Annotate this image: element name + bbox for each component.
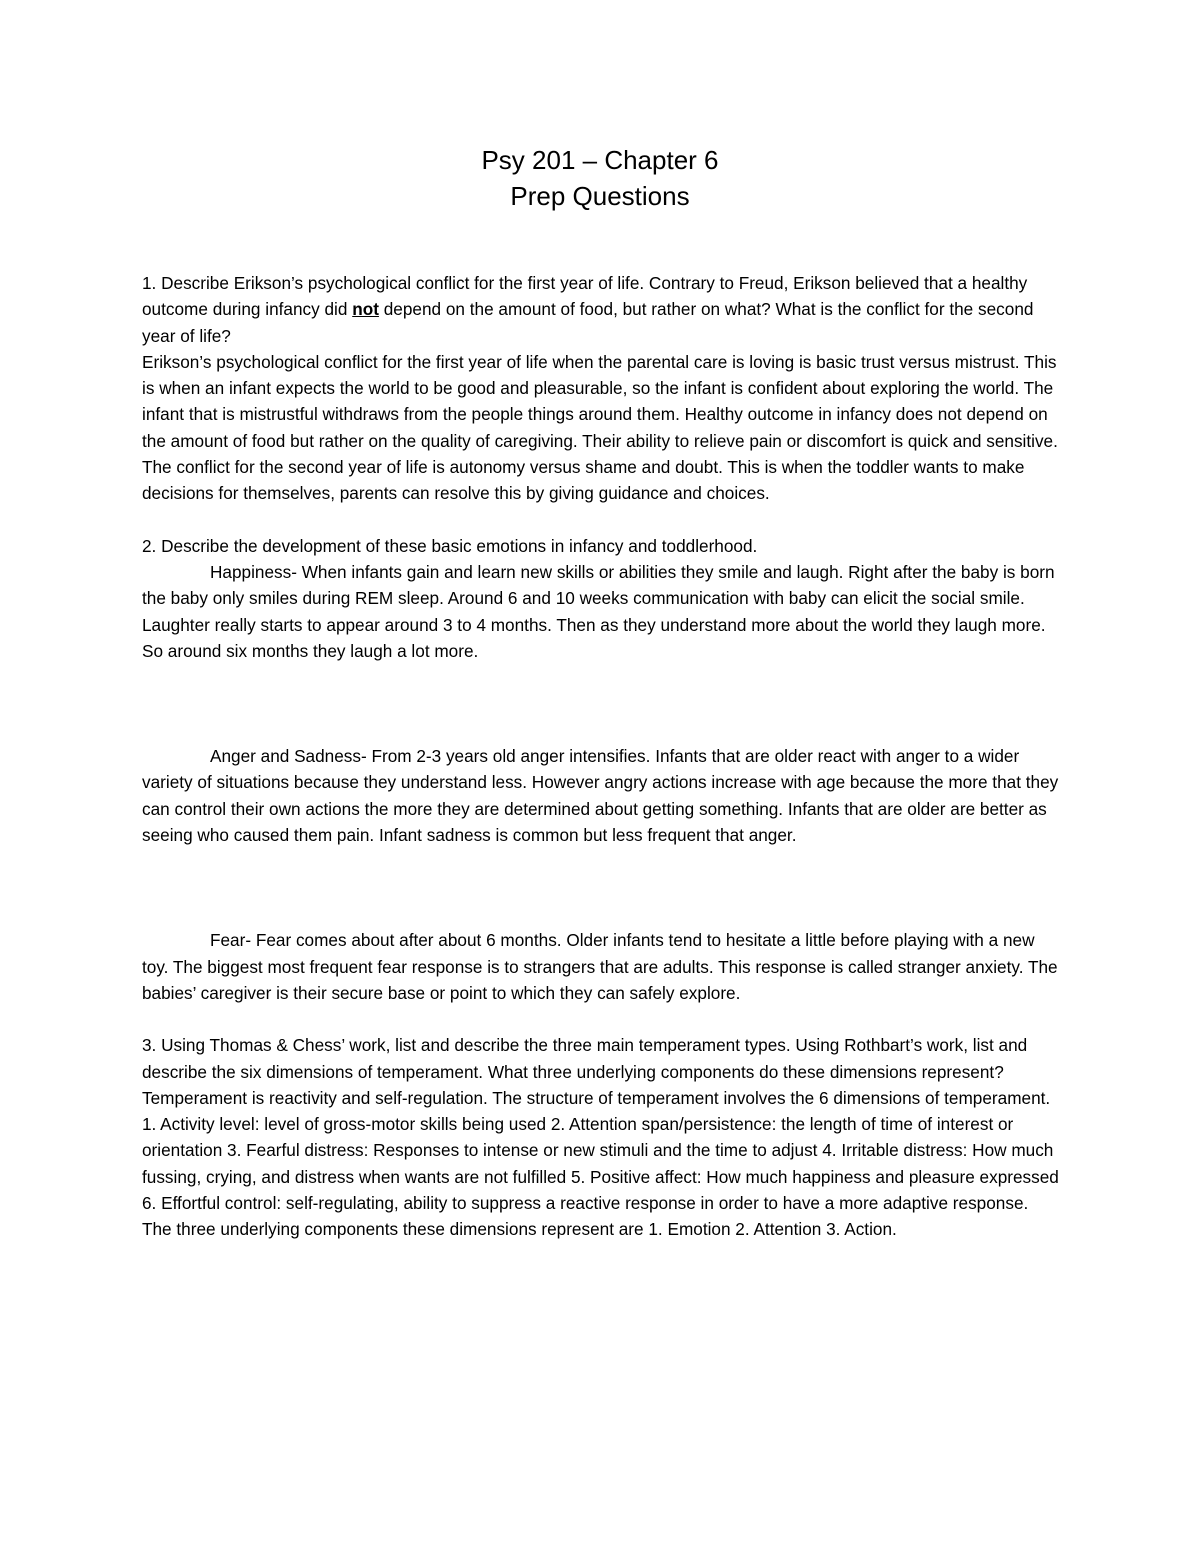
question-1 [142,270,1062,349]
spacer [142,1006,1062,1032]
question-1-emphasis: not [352,299,379,320]
answer-2-happiness: Happiness- When infants gain and learn new skills or abilities they smile and laugh. Right after the baby is born the baby only smiles during REM sleep. Around 6 and 10 weeks communication with baby can elicit the social smile. Laughter really starts to appear around 3 to 4 months. Then as they understand more about the world they laugh more. So around six months they laugh a lot more. [142,561,1055,661]
answer-2-anger-sadness: Anger and Sadness- From 2-3 years old anger intensifies. Infants that are older react with anger to a wider variety of situations because they understand less. However angry actions increase with age because the more that they can control their own actions the more they are determined about getting something. Infants that are older are better as seeing who caused them pain. Infant sadness is common but less frequent that anger. [142,746,1059,846]
spacer [142,664,1062,743]
document-subtitle: Prep Questions [510,181,690,211]
question-1-text-a: 1. Describe Erikson’s psychological conflict for the first year of life. Contrary to Freud, Erikson believed that a healthy outcome during infancy did [142,273,1028,320]
answer-1: Erikson’s psychological conflict for the first year of life when the parental care is loving is basic trust versus mistrust. This is when an infant expects the world to be good and pleasurable, so the infant is confident about exploring the world. The infant that is mistrustful withdraws from the people things around them. Healthy outcome in infancy does not depend on the amount of food but rather on the quality of caregiving. Their ability to relieve pain or discomfort is quick and sensitive. The conflict for the second year of life is autonomy versus shame and doubt. This is when the toddler wants to make decisions for themselves, parents can resolve this by giving guidance and choices. [142,351,1058,504]
title-block [0,142,1200,214]
spacer [142,507,1062,533]
question-3: 3. Using Thomas & Chess’ work, list and describe the three main temperament types. Using Rothbart’s work, list and describe the six dimensions of temperament. What three underlying components do these dimensions represent? [142,1035,1028,1082]
document-title: Psy 201 – Chapter 6 [481,145,719,175]
answer-3: Temperament is reactivity and self-regulation. The structure of temperament involves the 6 dimensions of temperament. 1. Activity level: level of gross-motor skills being used 2. Attention span/persistence: the length of time of interest or orientation 3. Fearful distress: Responses to intense or new stimuli and the time to adjust 4. Irritable distress: How much fussing, crying, and distress when wants are not fulfilled 5. Positive affect: How much happiness and pleasure expressed 6. Effortful control: self-regulating, ability to suppress a reactive response in order to have a more adaptive response. The three underlying components these dimensions represent are 1. Emotion 2. Attention 3. Action. [142,1087,1059,1240]
document-body [142,270,1062,1243]
question-2: 2. Describe the development of these basic emotions in infancy and toddlerhood. [142,535,758,556]
answer-2-fear: Fear- Fear comes about after about 6 months. Older infants tend to hesitate a little before playing with a new toy. The biggest most frequent fear response is to strangers that are adults. This response is called stranger anxiety. The babies’ caregiver is their secure base or point to which they can safely explore. [142,930,1058,1003]
question-1-text-b: depend on the amount of food, but rather on what? What is the conflict for the second year of life? [142,299,1034,346]
spacer [142,848,1062,927]
